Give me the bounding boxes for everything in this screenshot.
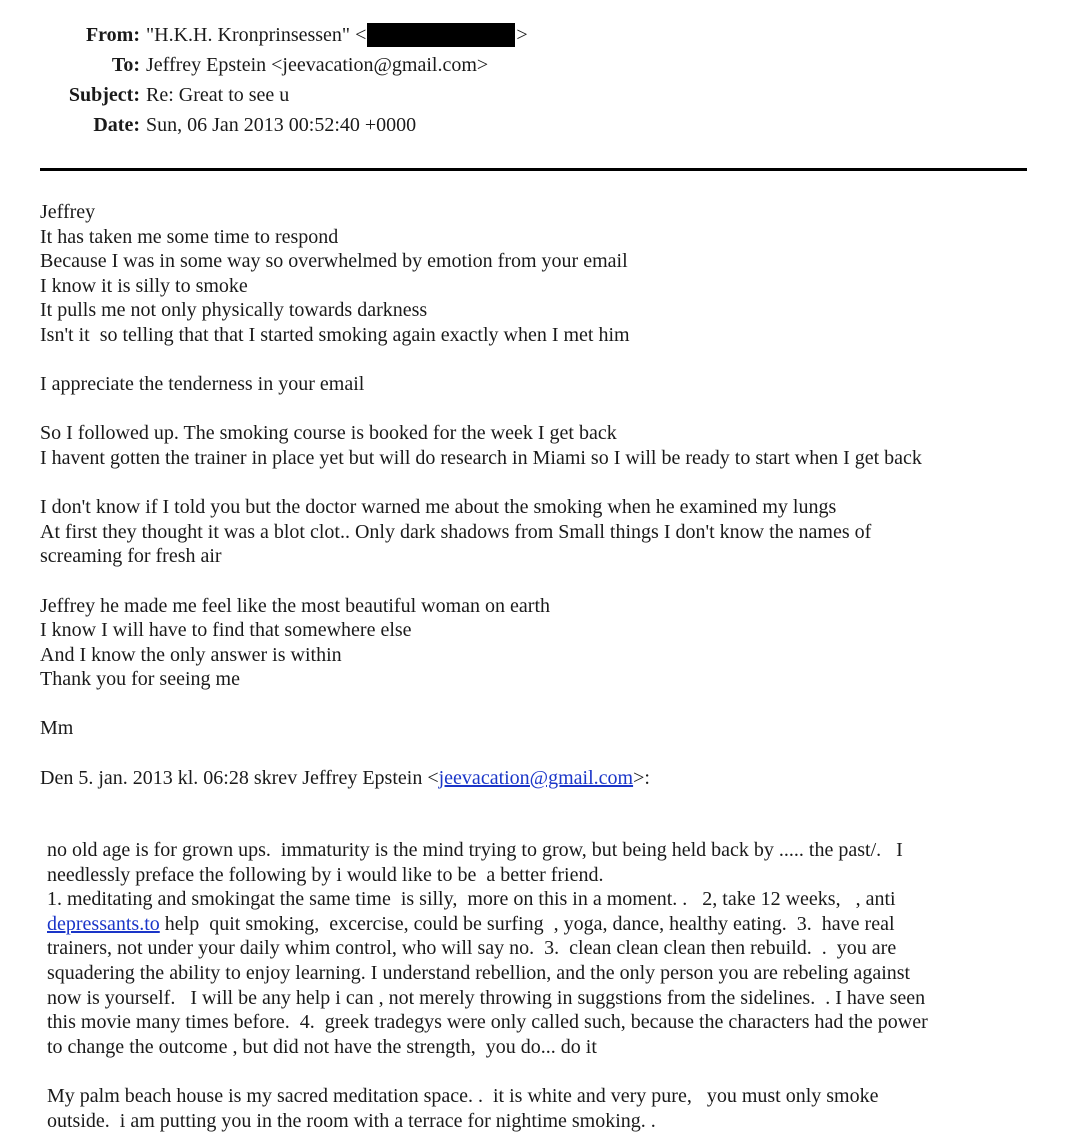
body-line: Because I was in some way so overwhelmed by emotion from your email [40, 250, 628, 273]
quote-attribution [40, 766, 1040, 791]
body-line: I havent gotten the trainer in place yet but will do research in Miami so I will be ready to start when I get back [40, 446, 922, 469]
date-label: Date: [93, 113, 140, 136]
body-line: Thank you for seeing me [40, 668, 240, 691]
from-value [146, 23, 528, 47]
body-line: Jeffrey he made me feel like the most beautiful woman on earth [40, 594, 550, 617]
signature: Mm [40, 717, 74, 740]
quoted-line: now is yourself. I will be any help i can , not merely throwing in suggstions from the sidelines. . I have seen [47, 986, 926, 1009]
message-body [40, 200, 1040, 790]
from-row [0, 20, 1080, 50]
quoted-line-rest: help quit smoking, excercise, could be surfing , yoga, dance, healthy eating. 3. have real [159, 912, 895, 935]
body-line: At first they thought it was a blot clot.. Only dark shadows from Small things I don't know the names of [40, 520, 872, 543]
depressants-link[interactable]: depressants.to [47, 912, 160, 935]
attribution-end: >: [633, 766, 650, 789]
quoted-line: My palm beach house is my sacred meditation space. . it is white and very pure, you must only smoke [47, 1084, 879, 1107]
subject-label: Subject: [68, 83, 140, 106]
date-value: Sun, 06 Jan 2013 00:52:40 +0000 [146, 113, 417, 136]
from-close-bracket: > [516, 23, 528, 46]
subject-value: Re: Great to see u [146, 83, 290, 106]
from-name: "H.K.H. Kronprinsessen" < [146, 23, 367, 46]
body-line: I know it is silly to smoke [40, 274, 248, 297]
body-line: It pulls me not only physically towards darkness [40, 299, 428, 322]
to-label: To: [111, 53, 140, 76]
attribution-text: Den 5. jan. 2013 kl. 06:28 skrev Jeffrey Epstein < [40, 766, 439, 789]
body-line: So I followed up. The smoking course is booked for the week I get back [40, 422, 617, 445]
quoted-line [47, 912, 1037, 937]
quoted-line: squadering the ability to enjoy learning. I understand rebellion, and the only person you are rebeling against [47, 961, 911, 984]
body-line: And I know the only answer is within [40, 643, 342, 666]
body-line: Isn't it so telling that that I started smoking again exactly when I met him [40, 323, 630, 346]
quoted-line: trainers, not under your daily whim control, who will say no. 3. clean clean clean then rebuild. . you are [47, 937, 897, 960]
redaction-bar [367, 23, 515, 47]
header-divider [40, 168, 1027, 171]
quoted-line: outside. i am putting you in the room with a terrace for nightime smoking. . [47, 1109, 656, 1132]
to-value: Jeffrey Epstein <jeevacation@gmail.com> [146, 53, 489, 76]
quoted-line: needlessly preface the following by i would like to be a better friend. [47, 863, 604, 886]
body-line: Jeffrey [40, 201, 96, 223]
quoted-message [47, 838, 1037, 1133]
quoted-line: no old age is for grown ups. immaturity is the mind trying to grow, but being held back by ..... the past/. I [47, 839, 903, 861]
email-link[interactable]: jeevacation@gmail.com [438, 766, 634, 789]
quoted-line: 1. meditating and smokingat the same time is silly, more on this in a moment. . 2, take 12 weeks, , anti [47, 888, 896, 911]
date-row [0, 110, 1080, 140]
quoted-line: to change the outcome , but did not have the strength, you do... do it [47, 1035, 597, 1058]
quoted-line: this movie many times before. 4. greek tradegys were only called such, because the characters had the power [47, 1011, 928, 1034]
from-label: From: [85, 23, 140, 46]
subject-row [0, 80, 1080, 110]
body-line: screaming for fresh air [40, 545, 222, 568]
body-line: I appreciate the tenderness in your email [40, 373, 365, 396]
body-line: It has taken me some time to respond [40, 225, 339, 248]
body-line: I don't know if I told you but the doctor warned me about the smoking when he examined my lungs [40, 496, 837, 519]
email-header [0, 20, 1080, 140]
body-line: I know I will have to find that somewhere else [40, 619, 412, 642]
to-row [0, 50, 1080, 80]
